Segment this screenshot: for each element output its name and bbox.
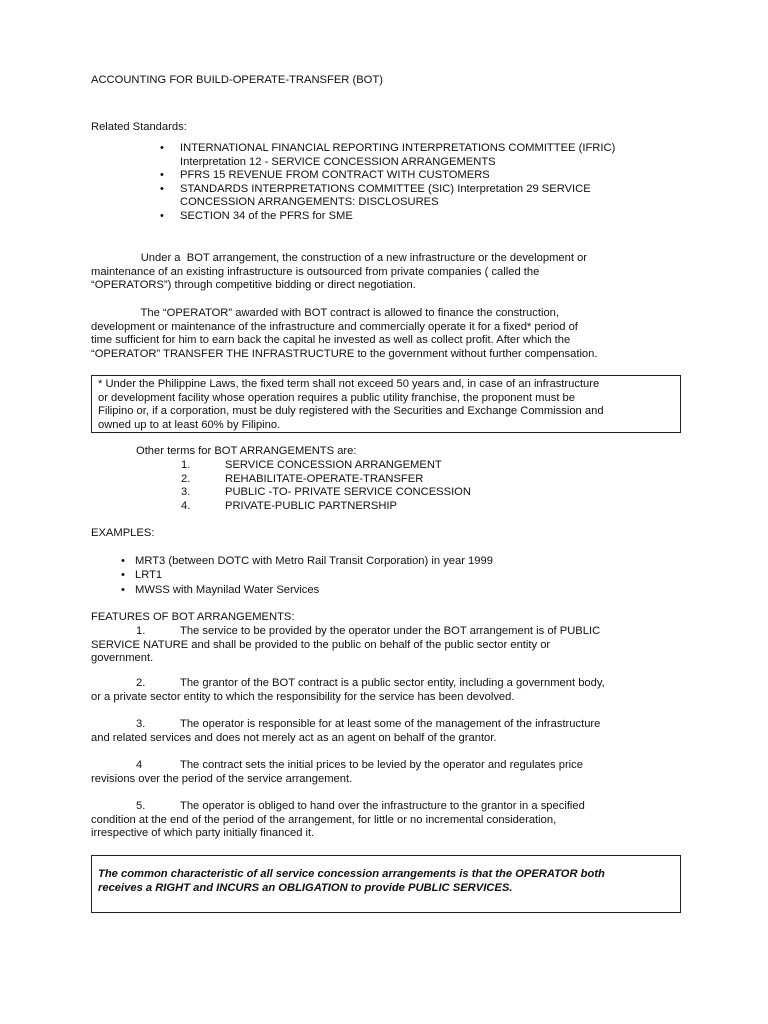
paragraph-line: “OPERATOR” TRANSFER THE INFRASTRUCTURE to the government without further compensation. [91, 347, 598, 360]
feature-text: revisions over the period of the service arrangement. [91, 772, 353, 785]
paragraph-line: Under a BOT arrangement, the construction of a new infrastructure or the development or [91, 252, 588, 264]
other-terms-heading: Other terms for BOT ARRANGEMENTS are: [136, 445, 357, 457]
paragraph-line: development or maintenance of the infrastructure and commercially operate it for a fixed* period of [91, 320, 578, 333]
list-item-text: MRT3 (between DOTC with Metro Rail Transit Corporation) in year 1999 [135, 555, 493, 567]
feature-text: The contract sets the initial prices to be levied by the operator and regulates price [180, 759, 583, 771]
list-item-text: SECTION 34 of the PFRS for SME [180, 209, 353, 222]
feature-text: SERVICE NATURE and shall be provided to the public on behalf of the public sector entity or [91, 638, 551, 651]
bullet-icon: • [160, 182, 164, 195]
summary-line: receives a RIGHT and INCURS an OBLIGATION to provide PUBLIC SERVICES. [98, 881, 513, 894]
list-number: 3. [181, 486, 191, 499]
bullet-icon: • [121, 583, 125, 596]
list-item-text: INTERNATIONAL FINANCIAL REPORTING INTERPRETATIONS COMMITTEE (IFRIC) [180, 142, 616, 154]
list-item [160, 183, 615, 210]
feature-text: and related services and does not merely act as an agent on behalf of the grantor. [91, 731, 497, 744]
list-item [121, 569, 493, 583]
examples-list [121, 555, 493, 598]
footnote-line: Filipino or, if a corporation, must be duly registered with the Securities and Exchange Commission and [98, 405, 604, 418]
list-item [160, 142, 615, 169]
list-item-text: CONCESSION ARRANGEMENTS: DISCLOSURES [180, 196, 439, 209]
feature-number: 2. [136, 677, 146, 689]
paragraph-operator [91, 307, 681, 361]
list-item [121, 584, 493, 598]
footnote-line: or development facility whose operation requires a public utility franchise, the proponent must be [98, 391, 575, 404]
footnote-box [91, 375, 681, 433]
list-item-text: PFRS 15 REVENUE FROM CONTRACT WITH CUSTOMERS [180, 169, 490, 182]
feature-number: 4 [136, 759, 143, 771]
list-item-text: SERVICE CONCESSION ARRANGEMENT [225, 459, 442, 471]
summary-box [91, 855, 681, 913]
paragraph-line: maintenance of an existing infrastructure is outsourced from private companies ( called the [91, 265, 540, 278]
feature-number: 3. [136, 718, 146, 730]
feature-text: The grantor of the BOT contract is a public sector entity, including a government body, [180, 677, 605, 689]
feature-item [91, 759, 583, 786]
bullet-icon: • [160, 142, 164, 154]
list-item-text: MWSS with Maynilad Water Services [135, 583, 320, 596]
list-number: 2. [181, 472, 191, 485]
footnote-line: owned up to at least 60% by Filipino. [98, 418, 281, 431]
bullet-icon: • [160, 169, 164, 182]
feature-text: The operator is responsible for at least some of the management of the infrastructure [180, 718, 601, 730]
feature-number: 1. [136, 625, 146, 637]
document-title: ACCOUNTING FOR BUILD-OPERATE-TRANSFER (BOT) [91, 74, 383, 86]
footnote-line: * Under the Philippine Laws, the fixed term shall not exceed 50 years and, in case of an infrastructure [98, 378, 600, 390]
feature-number: 5. [136, 800, 146, 812]
standards-list [160, 142, 615, 224]
list-number: 4. [181, 499, 191, 512]
list-item-text: Interpretation 12 - SERVICE CONCESSION ARRANGEMENTS [180, 155, 496, 168]
paragraph-line: “OPERATORS”) through competitive bidding or direct negotiation. [91, 279, 416, 292]
feature-item [91, 718, 600, 745]
feature-item [91, 625, 600, 666]
feature-item [91, 677, 605, 704]
list-number: 1. [181, 459, 191, 471]
bullet-icon: • [121, 569, 125, 582]
examples-heading: EXAMPLES: [91, 527, 155, 539]
list-item-text: STANDARDS INTERPRETATIONS COMMITTEE (SIC) Interpretation 29 SERVICE [180, 182, 591, 195]
paragraph-bot-arrangement [91, 252, 681, 293]
list-item-text: LRT1 [135, 569, 163, 582]
related-standards-heading: Related Standards: [91, 121, 187, 133]
feature-text: irrespective of which party initially financed it. [91, 827, 315, 840]
list-item-text: PRIVATE-PUBLIC PARTNERSHIP [225, 499, 397, 512]
feature-text: government. [91, 652, 154, 665]
list-item [160, 210, 615, 224]
list-item-text: PUBLIC -TO- PRIVATE SERVICE CONCESSION [225, 486, 471, 499]
summary-line: The common characteristic of all service concession arrangements is that the OPERATOR both [98, 868, 605, 880]
feature-text: The operator is obliged to hand over the infrastructure to the grantor in a specified [180, 800, 585, 812]
feature-text: or a private sector entity to which the responsibility for the service has been devolved. [91, 690, 515, 703]
paragraph-line: The “OPERATOR” awarded with BOT contract is allowed to finance the construction, [91, 307, 559, 319]
bullet-icon: • [121, 555, 125, 567]
feature-item [91, 800, 585, 841]
list-item [121, 555, 493, 569]
features-heading: FEATURES OF BOT ARRANGEMENTS: [91, 611, 295, 623]
list-item-text: REHABILITATE-OPERATE-TRANSFER [225, 472, 424, 485]
feature-text: condition at the end of the period of the arrangement, for little or no incremental consideration, [91, 813, 557, 826]
feature-text: The service to be provided by the operator under the BOT arrangement is of PUBLIC [180, 625, 601, 637]
bullet-icon: • [160, 209, 164, 222]
list-item [160, 169, 615, 183]
paragraph-line: time sufficient for him to earn back the capital he invested as well as collect profit. After which the [91, 334, 571, 347]
